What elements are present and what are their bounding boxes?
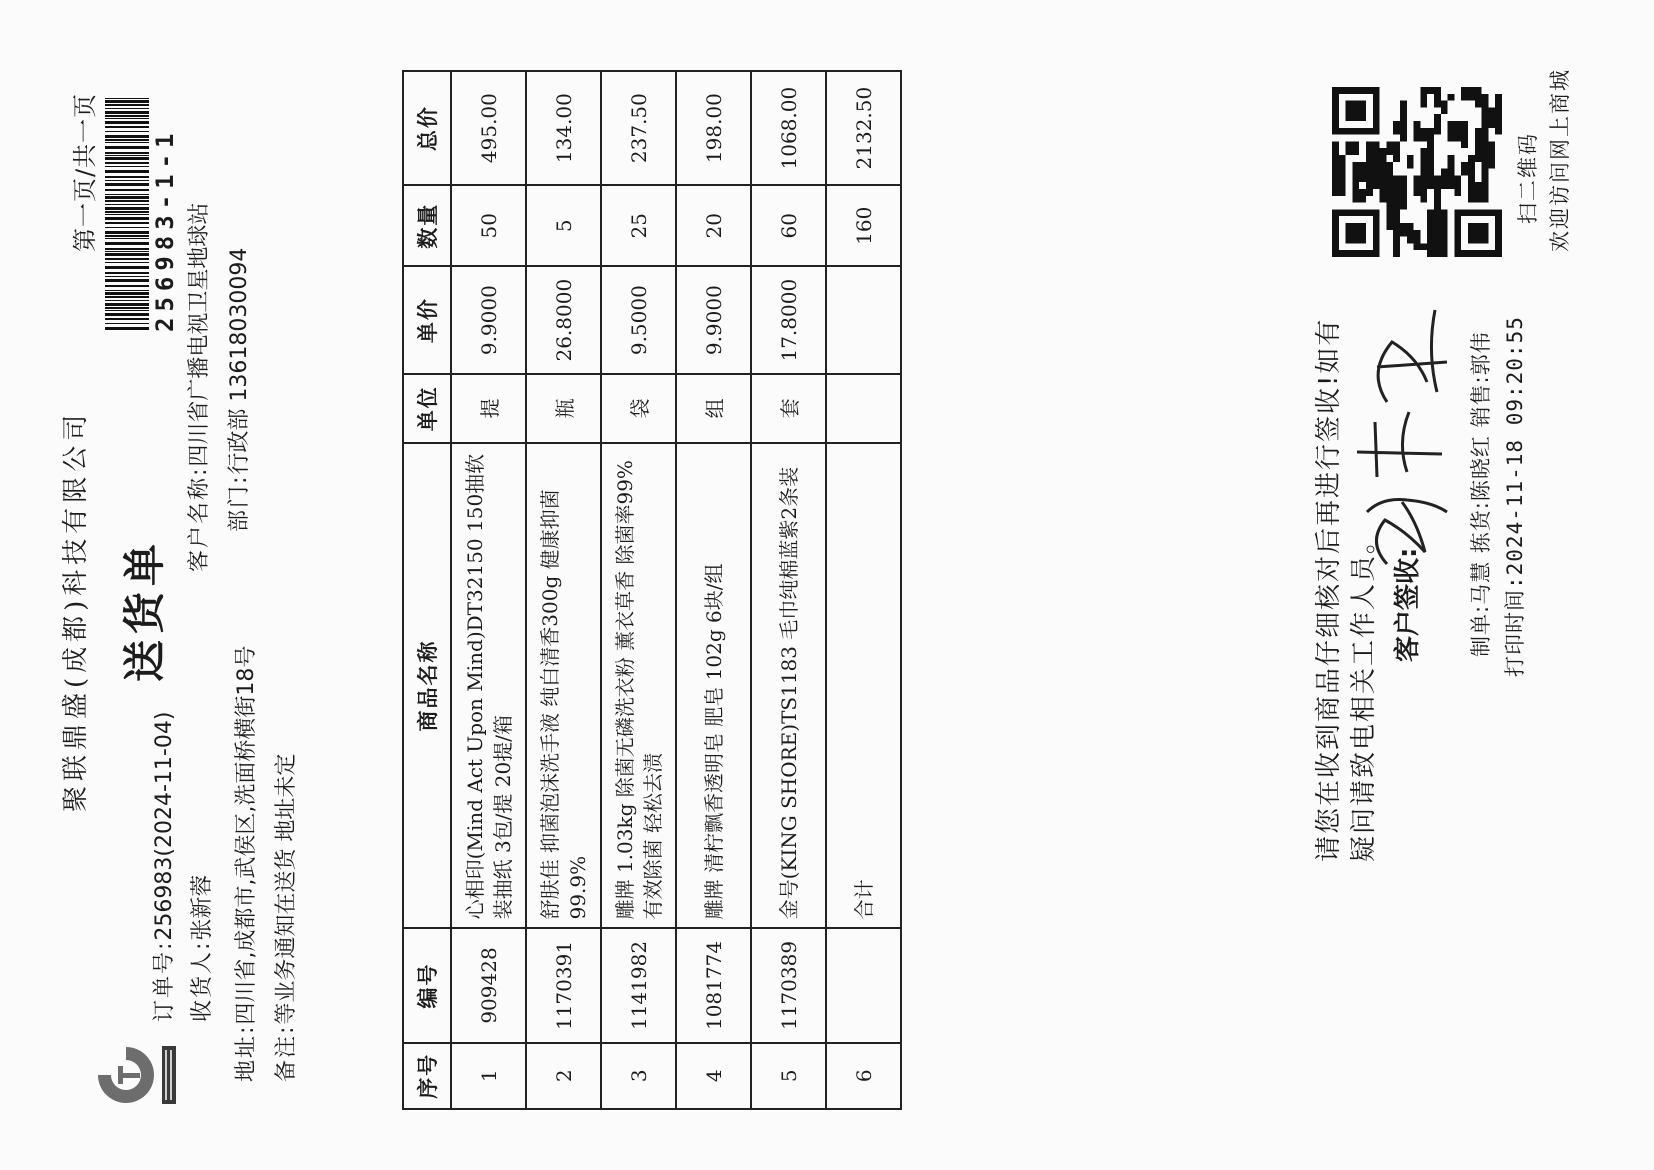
header-product-name: 商品名称 bbox=[403, 443, 451, 929]
cell-unit bbox=[826, 374, 901, 443]
remark-label: 备注: bbox=[274, 1024, 299, 1082]
receiver-line bbox=[185, 875, 216, 1022]
company-name: 聚联鼎盛(成都)科技有限公司 bbox=[61, 409, 91, 812]
header-seq: 序号 bbox=[403, 1043, 451, 1109]
cell-code: 1141982 bbox=[601, 928, 676, 1042]
cell-quantity: 25 bbox=[601, 185, 676, 266]
cell-unit: 套 bbox=[751, 374, 826, 443]
order-number-line bbox=[147, 712, 178, 1022]
header-unit-price: 单价 bbox=[403, 266, 451, 374]
cell-product-name: 舒肤佳 抑菌泡沫洗手液 纯白清香300g 健康抑菌99.9% bbox=[526, 443, 601, 929]
barcode-number: 256983-1-1 bbox=[151, 127, 179, 332]
address-value: 四川省,成都市,武侯区,洗面桥横街18号 bbox=[234, 645, 259, 1025]
customer-label: 客户名称: bbox=[187, 466, 212, 572]
barcode bbox=[105, 92, 149, 332]
document-title: 送货单 bbox=[120, 537, 169, 682]
cell-unit-price: 9.5000 bbox=[601, 266, 676, 374]
receiver-label: 收货人: bbox=[190, 940, 215, 1022]
header-total: 总价 bbox=[403, 71, 451, 185]
cell-seq: 2 bbox=[526, 1043, 601, 1109]
cell-product-name: 雕牌 1.03kg 除菌无磷洗衣粉 薰衣草香 除菌率99%有效除菌 轻松去渍 bbox=[601, 443, 676, 929]
cell-unit-price bbox=[826, 266, 901, 374]
cell-total: 495.00 bbox=[451, 71, 526, 185]
cell-grand-total: 2132.50 bbox=[826, 71, 901, 185]
cell-seq: 5 bbox=[751, 1043, 826, 1109]
cell-unit: 组 bbox=[676, 374, 751, 443]
cell-product-name: 金号(KING SHORE)TS1183 毛巾纯棉蓝紫2条装 bbox=[751, 443, 826, 929]
table-row bbox=[751, 71, 826, 1109]
cell-unit: 袋 bbox=[601, 374, 676, 443]
header-code: 编号 bbox=[403, 928, 451, 1042]
cell-unit-price: 26.8000 bbox=[526, 266, 601, 374]
cell-unit-price: 9.9000 bbox=[676, 266, 751, 374]
cell-total-label: 合计 bbox=[826, 443, 901, 929]
header-unit: 单位 bbox=[403, 374, 451, 443]
cell-code: 1081774 bbox=[676, 928, 751, 1042]
qr-caption-scan: 扫二维码 bbox=[1516, 132, 1540, 224]
items-table bbox=[402, 70, 902, 1110]
table-total-row bbox=[826, 71, 901, 1109]
cell-unit: 提 bbox=[451, 374, 526, 443]
cell-total-quantity: 160 bbox=[826, 185, 901, 266]
cell-unit-price: 9.9000 bbox=[451, 266, 526, 374]
page-indicator: 第一页/共一页 bbox=[71, 92, 99, 252]
customer-line bbox=[182, 203, 213, 572]
cell-seq: 1 bbox=[451, 1043, 526, 1109]
cell-unit-price: 17.8000 bbox=[751, 266, 826, 374]
cell-code: 909428 bbox=[451, 928, 526, 1042]
staff-info: 制单:马慧 拣货:陈晓红 销售:郭伟 bbox=[1469, 331, 1493, 657]
table-row bbox=[676, 71, 751, 1109]
cell-total: 1068.00 bbox=[751, 71, 826, 185]
address-label: 地址: bbox=[234, 1024, 259, 1082]
handwritten-signature bbox=[1347, 302, 1457, 572]
cell-product-name: 心相印(Mind Act Upon Mind)DT32150 150抽软装抽纸 3包/提 20提/箱 bbox=[451, 443, 526, 929]
qr-code bbox=[1332, 87, 1502, 257]
cell-total: 237.50 bbox=[601, 71, 676, 185]
department-label: 部门: bbox=[227, 474, 252, 532]
table-row bbox=[601, 71, 676, 1109]
cell-total: 134.00 bbox=[526, 71, 601, 185]
cell-code: 1170391 bbox=[526, 928, 601, 1042]
cell-seq: 6 bbox=[826, 1043, 901, 1109]
cell-seq: 4 bbox=[676, 1043, 751, 1109]
cell-total: 198.00 bbox=[676, 71, 751, 185]
customer-signature-label: 客户签收: bbox=[1393, 547, 1423, 662]
cell-quantity: 60 bbox=[751, 185, 826, 266]
cell-unit: 瓶 bbox=[526, 374, 601, 443]
cell-quantity: 50 bbox=[451, 185, 526, 266]
order-number: 256983(2024-11-04) bbox=[152, 711, 177, 941]
table-row bbox=[451, 71, 526, 1109]
print-time: 打印时间:2024-11-18 09:20:55 bbox=[1503, 316, 1527, 677]
department-value: 行政部 13618030094 bbox=[227, 247, 252, 475]
delivery-note-document bbox=[47, 52, 1607, 1132]
cell-product-name: 雕牌 清柠飘香透明皂 肥皂 102g 6块/组 bbox=[676, 443, 751, 929]
receiver-name: 张新蓉 bbox=[190, 874, 215, 941]
cell-quantity: 20 bbox=[676, 185, 751, 266]
header-quantity: 数量 bbox=[403, 185, 451, 266]
cell-seq: 3 bbox=[601, 1043, 676, 1109]
customer-name: 四川省广播电视卫星地球站 bbox=[187, 202, 212, 467]
order-number-label: 订单号: bbox=[152, 940, 177, 1022]
receipt-notice: 请您在收到商品仔细核对后再进行签收!如有疑问请致电相关工作人员。 bbox=[1314, 317, 1379, 862]
qr-caption-shop: 欢迎访问网上商城 bbox=[1548, 68, 1572, 252]
cell-quantity: 5 bbox=[526, 185, 601, 266]
remark-value: 等业务通知在送货 地址未定 bbox=[274, 753, 299, 1025]
remark-line bbox=[269, 754, 300, 1082]
cell-code bbox=[826, 928, 901, 1042]
department-line bbox=[222, 248, 253, 532]
address-line bbox=[229, 646, 260, 1082]
table-row bbox=[526, 71, 601, 1109]
company-logo bbox=[92, 1040, 182, 1110]
table-header-row bbox=[403, 71, 451, 1109]
cell-code: 1170389 bbox=[751, 928, 826, 1042]
